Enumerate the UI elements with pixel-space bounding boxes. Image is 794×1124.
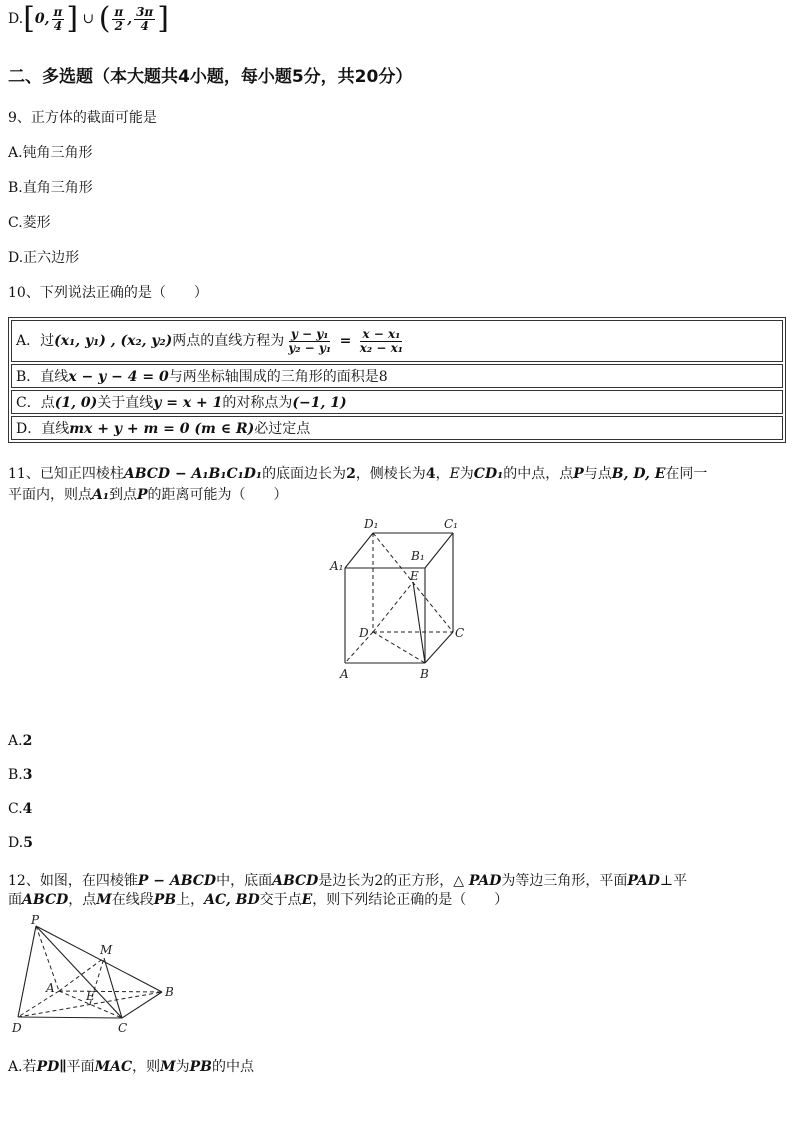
q12-stem-line1: 12、如图，在四棱锥P − ABCD中，底面ABCD是边长为2的正方形，△ PAD为等边三角形，平面PAD⊥平 <box>8 873 688 889</box>
fraction-pi-over-2: $\frac{\pi}{2}$ <box>114 4 124 33</box>
edge-d-c <box>18 1017 122 1018</box>
q10-option-a: A．过(x₁, y₁) , (x₂, y₂)两点的直线方程为 $\frac{\text{y − y₁}}{\text{y₂ − y₁}}$ = $\frac{\text{x − x₁}}{\text{x₂ − x₁}}$ <box>11 320 783 362</box>
label-a: A <box>46 981 55 995</box>
q9-option-d: D.正六边形 <box>8 250 80 266</box>
edge-b-c <box>425 632 453 663</box>
q10-options-table <box>8 317 786 443</box>
label-d: D <box>12 1021 22 1035</box>
label-c: C <box>455 626 465 640</box>
label-c: C <box>118 1021 128 1035</box>
q10-option-c: C．点(1, 0)关于直线y = x + 1的对称点为(−1, 1) <box>11 390 783 414</box>
hidden-edge-a-b <box>59 991 162 992</box>
left-bracket: [ <box>23 1 35 36</box>
q11-option-b: B.3 <box>8 767 33 783</box>
label-d1: D₁ <box>364 517 379 531</box>
q11-stem-line2: 平面内，则点A₁到点P的距离可能为（ ） <box>8 487 288 503</box>
edge-c-b <box>122 992 162 1018</box>
fraction-x: $\frac{\text{x − x₁}}{\text{x₂ − x₁}}$ <box>359 326 403 355</box>
label-a1: A₁ <box>330 559 344 573</box>
label-e: E <box>410 569 419 583</box>
hidden-line-d-b <box>373 632 425 663</box>
section-title: 二、多选题（本大题共4小题，每小题5分，共20分） <box>8 67 413 87</box>
label-a: A <box>340 667 349 681</box>
edge-a1-d1 <box>345 533 373 568</box>
edge-p-d <box>18 926 36 1017</box>
label-m: M <box>100 943 113 957</box>
q9-option-a: A.钝角三角形 <box>8 145 93 161</box>
q9-stem: 9、正方体的截面可能是 <box>8 110 157 126</box>
q9-option-b: B.直角三角形 <box>8 180 93 196</box>
q10-option-b: B．直线x − y − 4 = 0与两坐标轴围成的三角形的面积是8 <box>11 364 783 388</box>
label-b1: B₁ <box>411 549 425 563</box>
label-d: D <box>359 626 369 640</box>
q12-stem-line2: 面ABCD，点M在线段PB上，AC, BD交于点E，则下列结论正确的是（ ） <box>8 892 509 908</box>
label-e: E <box>86 989 95 1003</box>
edge-p-b <box>36 926 162 992</box>
label-c1: C₁ <box>444 517 458 531</box>
label-b: B <box>420 667 429 681</box>
edge-p-c <box>36 926 122 1018</box>
q10-option-d: D．直线mx + y + m = 0 (m ∈ R)必过定点 <box>11 416 783 440</box>
q11-option-c: C.4 <box>8 801 33 817</box>
hidden-line-d-e <box>373 582 413 632</box>
edge-e-b <box>413 582 425 663</box>
label-p: P <box>31 913 40 927</box>
fraction-pi-over-4: $\frac{\pi}{4}$ <box>53 4 63 33</box>
q12-option-a: A.若PD∥平面MAC，则M为PB的中点 <box>8 1059 255 1075</box>
fraction-3pi-over-4: $\frac{3\pi}{4}$ <box>136 4 154 33</box>
edge-c1-b1 <box>425 533 453 568</box>
q11-option-a: A.2 <box>8 733 33 749</box>
fraction-y: $\frac{\text{y − y₁}}{\text{y₂ − y₁}}$ <box>288 326 332 355</box>
q8-option-d: D.[0, $\frac{\pi}{4}$ ] ∪ ( $\frac{\pi}{2}$ , $\frac{3\pi}{4}$ ] <box>8 1 169 36</box>
q11-stem-line1: 11、已知正四棱柱ABCD − A₁B₁C₁D₁的底面边长为2，侧棱长为4，E为CD₁的中点，点P与点B, D, E在同一 <box>8 466 708 482</box>
q9-option-c: C.菱形 <box>8 215 51 231</box>
label-b: B <box>165 985 174 999</box>
q11-option-d: D.5 <box>8 835 33 851</box>
q11-prism-figure <box>320 510 480 688</box>
q10-stem: 10、下列说法正确的是（ ） <box>8 285 208 301</box>
q12-pyramid-figure <box>4 912 184 1038</box>
